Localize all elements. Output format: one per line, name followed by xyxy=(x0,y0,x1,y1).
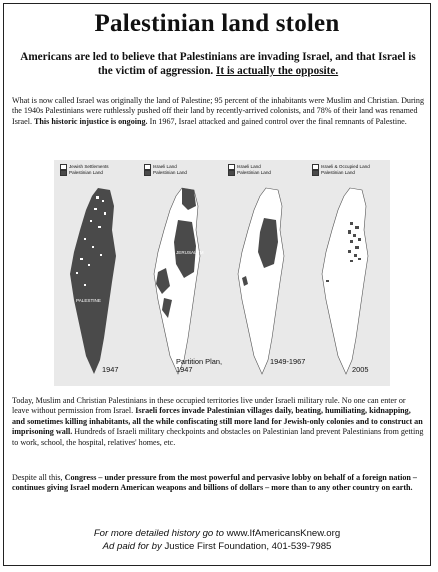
legend-label: Jewish Settlements xyxy=(69,164,109,170)
occupation-part1: Today, Muslim and Christian Palestinians in these occupied territories live under Israeli military rule. No one can enter or leave without permission from Israel. xyxy=(12,396,406,416)
map-caption: 1947 xyxy=(102,365,119,374)
subtitle-emphasis: It is actually the opposite. xyxy=(216,65,339,77)
map-caption: 2005 xyxy=(352,365,369,374)
intro-bold: This historic injustice is ongoing. xyxy=(34,116,148,126)
footer-paid-text: Ad paid for by xyxy=(102,540,162,552)
occupation-part2: Hundreds of Israeli military checkpoints and obstacles on Palestinian land prevent Palestinians from getting to work, school, the hospital, relatives' homes, etc. xyxy=(12,427,424,447)
footer-line-1 xyxy=(4,528,430,541)
map-1947-legend xyxy=(60,164,109,176)
footer-history-text: For more detailed history go to xyxy=(93,528,224,539)
intro-paragraph xyxy=(12,96,424,127)
map-1947 xyxy=(54,160,138,386)
map-1949-shape xyxy=(222,160,306,386)
map-2005 xyxy=(306,160,390,386)
legend-label: Palestinian Land xyxy=(153,170,187,176)
legend-label: Palestinian Land xyxy=(321,170,355,176)
legend-swatch xyxy=(60,170,67,176)
subtitle-text: Americans are led to believe that Palestinians are invading Israel, and that Israel is the victim of aggression. xyxy=(20,51,416,77)
legend-label: Palestinian Land xyxy=(69,170,103,176)
page-title: Palestinian land stolen xyxy=(94,10,340,37)
website-link[interactable]: www.IfAmericansKnew.org xyxy=(226,528,341,539)
map-partition-1947 xyxy=(138,160,222,386)
legend-swatch xyxy=(228,170,235,176)
congress-bold: Congress – under pressure from the most powerful and pervasive lobby on behalf of a foreign nation – continues giving Israel modern American weapons and billions of dollars – more than to any other country on earth. xyxy=(12,473,417,493)
map-2005-shape xyxy=(306,160,390,386)
legend-swatch xyxy=(312,170,319,176)
map-caption: 1949-1967 xyxy=(270,357,306,366)
advertisement-page xyxy=(3,3,431,566)
subtitle xyxy=(20,50,416,78)
map-partition-legend xyxy=(144,164,187,176)
footer-line-2 xyxy=(4,541,430,554)
map-1949-1967 xyxy=(222,160,306,386)
legend-label: Palestinian Land xyxy=(237,170,271,176)
legend-label: Israeli & Occupied Land xyxy=(321,164,370,170)
footer xyxy=(4,528,430,553)
map-caption: Partition Plan, 1947 xyxy=(176,357,223,375)
congress-paragraph xyxy=(12,473,424,494)
region-label: JERUSALEM xyxy=(176,250,204,255)
map-partition-shape xyxy=(138,160,222,386)
intro-part2: In 1967, Israel attacked and gained control over the final remnants of Palestine. xyxy=(149,116,407,126)
map-1949-legend xyxy=(228,164,271,176)
occupation-bold: Israeli forces invade Palestinian villages daily, beating, humiliating, kidnapping, and sometimes killing inhabitants, all the while confiscating still more land for Jewish-only colonies and to construct an imprisoning wall. xyxy=(12,406,423,437)
region-label: PALESTINE xyxy=(76,298,101,303)
legend-label: Israeli Land xyxy=(237,164,261,170)
map-series xyxy=(54,160,390,386)
map-2005-legend xyxy=(312,164,370,176)
occupation-paragraph xyxy=(12,396,424,448)
intro-part1: What is now called Israel was originally the land of Palestine; 95 percent of the inhabitants were Muslim and Christian. During the 1940s Palestinians were ruthlessly pushed off their land by recently-arrived colonists, and 78% of their land was renamed Israel. xyxy=(12,96,425,126)
map-1947-shape xyxy=(54,160,138,386)
congress-part1: Despite all this, xyxy=(12,473,63,482)
legend-swatch xyxy=(144,170,151,176)
sponsor-text: Justice First Foundation, 401-539-7985 xyxy=(164,540,332,552)
legend-label: Israeli Land xyxy=(153,164,177,170)
